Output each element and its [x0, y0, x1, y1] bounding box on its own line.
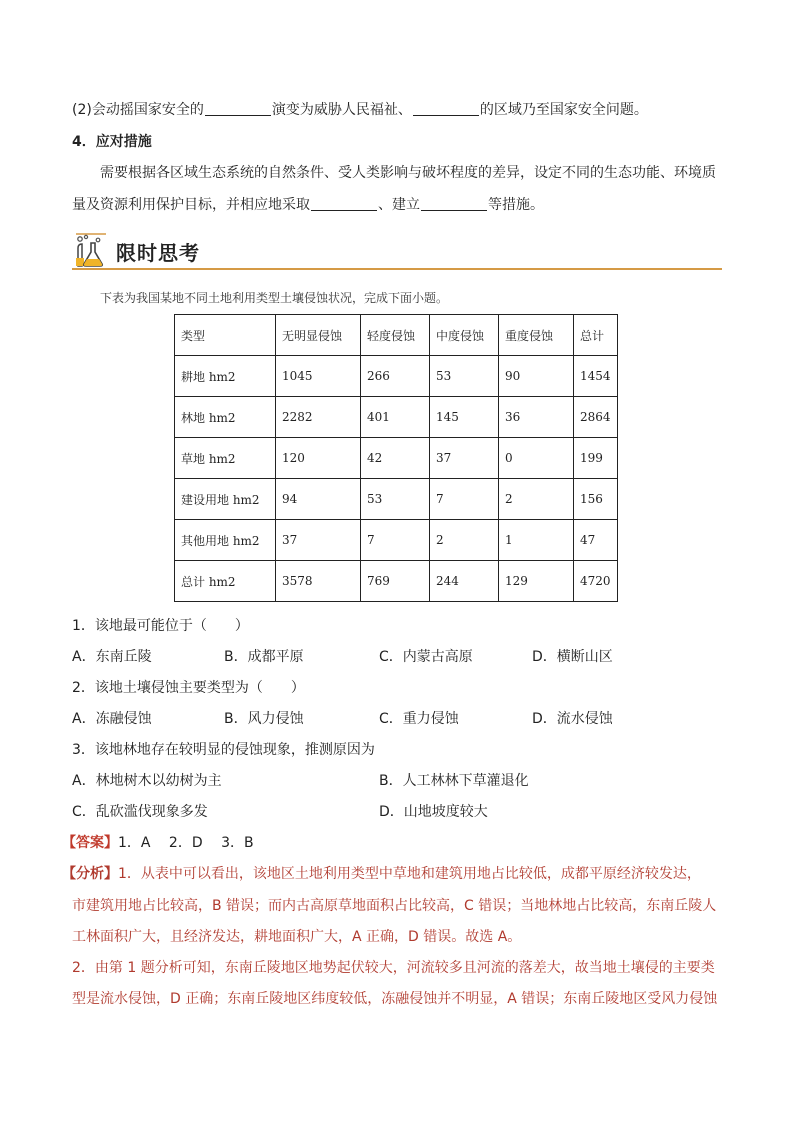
table-row	[175, 397, 618, 438]
table-cell: 3578	[276, 561, 361, 602]
analysis-line	[62, 864, 701, 884]
text-segment: 演变为威胁人民福祉、	[271, 102, 412, 118]
table-cell: 53	[361, 479, 430, 520]
table-cell: 2864	[574, 397, 618, 438]
text-segment: 、建立	[378, 197, 420, 213]
table-cell: 129	[499, 561, 574, 602]
table-cell: 1	[499, 520, 574, 561]
table-header-cell: 轻度侵蚀	[361, 315, 430, 356]
table-cell: 耕地 hm2	[175, 356, 276, 397]
table-cell: 总计 hm2	[175, 561, 276, 602]
text-segment: 量及资源利用保护目标，并相应地采取	[72, 197, 310, 213]
option-b: B．人工林林下草灌退化	[379, 773, 529, 789]
analysis-line: 工林面积广大，且经济发达，耕地面积广大，A 正确，D 错误。故选 A。	[72, 929, 522, 945]
table-cell: 145	[430, 397, 499, 438]
table-cell: 37	[430, 438, 499, 479]
section-heading: 4．应对措施	[72, 134, 152, 150]
table-cell: 401	[361, 397, 430, 438]
option-b: B．风力侵蚀	[224, 711, 304, 727]
table-row	[175, 356, 618, 397]
analysis-line: 2．由第 1 题分析可知，东南丘陵地区地势起伏较大，河流较多且河流的落差大，故当地土壤侵的主要类	[72, 960, 715, 976]
table-cell: 156	[574, 479, 618, 520]
option-d: D．山地坡度较大	[379, 804, 488, 820]
analysis-tag: 【分析】	[62, 866, 118, 882]
analysis-text: 1．从表中可以看出，该地区土地利用类型中草地和建筑用地占比较低，成都平原经济较发达，	[118, 866, 701, 882]
table-row	[175, 479, 618, 520]
table-cell: 其他用地 hm2	[175, 520, 276, 561]
flask-icon	[72, 230, 110, 268]
table-row	[175, 561, 618, 602]
table-cell: 266	[361, 356, 430, 397]
text-line-1	[72, 100, 648, 120]
erosion-table	[174, 314, 618, 602]
table-cell: 7	[361, 520, 430, 561]
table-cell: 2	[499, 479, 574, 520]
question-stem: 1．该地最可能位于（ ）	[72, 618, 249, 634]
text-segment: 的区域乃至国家安全问题。	[479, 102, 648, 118]
table-header-cell: 重度侵蚀	[499, 315, 574, 356]
option-b: B．成都平原	[224, 649, 304, 665]
fill-blank	[421, 196, 487, 211]
fill-blank	[311, 196, 377, 211]
table-cell: 94	[276, 479, 361, 520]
table-cell: 2	[430, 520, 499, 561]
answer-tag: 【答案】	[62, 835, 118, 851]
table-cell: 53	[430, 356, 499, 397]
document-page	[62, 0, 722, 1123]
table-cell: 1045	[276, 356, 361, 397]
table-header-cell: 总计	[574, 315, 618, 356]
option-a: A．冻融侵蚀	[72, 711, 152, 727]
table-row	[175, 520, 618, 561]
table-cell: 0	[499, 438, 574, 479]
option-d: D．横断山区	[532, 649, 613, 665]
table-header-cell: 无明显侵蚀	[276, 315, 361, 356]
answer-line	[62, 833, 254, 853]
table-cell: 36	[499, 397, 574, 438]
table-cell: 建设用地 hm2	[175, 479, 276, 520]
option-c: C．内蒙古高原	[379, 649, 473, 665]
table-cell: 草地 hm2	[175, 438, 276, 479]
question-stem: 2．该地土壤侵蚀主要类型为（ ）	[72, 680, 305, 696]
text-segment: (2)会动摇国家安全的	[72, 102, 204, 118]
paragraph-line	[72, 195, 544, 215]
text-segment: 等措施。	[488, 197, 544, 213]
table-cell: 7	[430, 479, 499, 520]
banner-title: 限时思考	[116, 241, 200, 265]
table-header-cell: 类型	[175, 315, 276, 356]
table-cell: 90	[499, 356, 574, 397]
paragraph-line: 需要根据各区域生态系统的自然条件、受人类影响与破坏程度的差异，设定不同的生态功能、环境质	[100, 165, 716, 181]
option-a: A．林地树木以幼树为主	[72, 773, 222, 789]
table-header-row	[175, 315, 618, 356]
table-cell: 1454	[574, 356, 618, 397]
option-c: C．乱砍滥伐现象多发	[72, 804, 208, 820]
table-cell: 37	[276, 520, 361, 561]
fill-blank	[413, 101, 479, 116]
option-c: C．重力侵蚀	[379, 711, 459, 727]
table-cell: 42	[361, 438, 430, 479]
table-cell: 120	[276, 438, 361, 479]
section-banner	[72, 228, 722, 270]
option-d: D．流水侵蚀	[532, 711, 613, 727]
table-row	[175, 438, 618, 479]
table-cell: 244	[430, 561, 499, 602]
answer-value: 1．A 2．D 3．B	[118, 835, 254, 851]
table-cell: 2282	[276, 397, 361, 438]
option-a: A．东南丘陵	[72, 649, 152, 665]
analysis-line: 型是流水侵蚀，D 正确；东南丘陵地区纬度较低，冻融侵蚀并不明显，A 错误；东南丘陵地区受风力侵蚀	[72, 991, 718, 1007]
question-stem: 3．该地林地存在较明显的侵蚀现象，推测原因为	[72, 742, 375, 758]
table-intro: 下表为我国某地不同土地利用类型土壤侵蚀状况，完成下面小题。	[100, 291, 449, 305]
table-cell: 769	[361, 561, 430, 602]
analysis-line: 市建筑用地占比较高，B 错误；而内古高原草地面积占比较高，C 错误；当地林地占比较高，东南丘陵人	[72, 898, 717, 914]
table-cell: 47	[574, 520, 618, 561]
table-cell: 4720	[574, 561, 618, 602]
table-cell: 林地 hm2	[175, 397, 276, 438]
fill-blank	[205, 101, 271, 116]
table-cell: 199	[574, 438, 618, 479]
table-header-cell: 中度侵蚀	[430, 315, 499, 356]
banner-divider	[72, 268, 722, 270]
